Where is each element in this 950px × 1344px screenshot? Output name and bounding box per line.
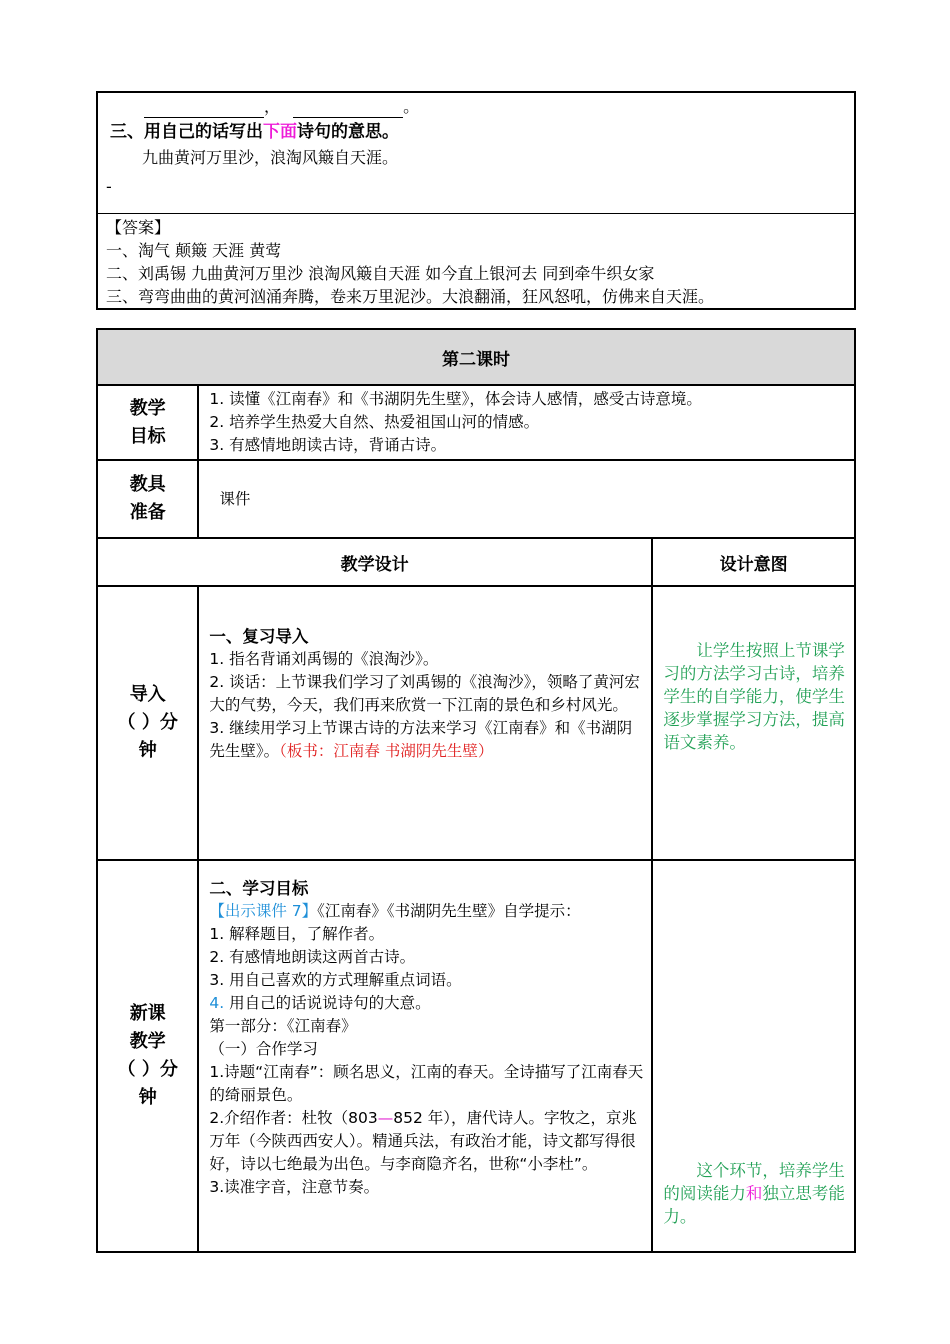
new-intent-and: 和 [745, 1184, 763, 1203]
slide-label: 【出示课件 7】 [209, 902, 318, 920]
blank-end: 。 [403, 97, 420, 116]
question-3-text-b: 诗句的意思。 [297, 122, 399, 142]
task-item: 2. 有感情地朗读这两首古诗。 [209, 948, 416, 966]
answer-blank-2[interactable] [293, 99, 403, 118]
answers-cell [97, 214, 855, 310]
intro-p1: 1. 指名背诵刘禹锡的《浪淘沙》。 [209, 650, 439, 668]
answer-1: 一、淘气 颠簸 天涯 黄莺 [106, 241, 282, 260]
intro-intent [652, 586, 855, 860]
task-item: 3. 用自己喜欢的方式理解重点词语。 [209, 971, 462, 989]
new-intent-a: 这个环节，培养学生 [696, 1161, 845, 1180]
goals-label-text: 教学目标 [129, 397, 166, 447]
coop-item-2-b: 852 年），唐代诗人。字牧之，京兆万年（今陕西西安人）。精通兵法，有政治才能，诗文都写得很好，诗以七绝最为出色。与李商隐齐名，世称“小李杜”。 [209, 1109, 638, 1173]
new-heading: 二、学习目标 [209, 879, 309, 898]
coop-item-1: 1.诗题“江南春”：顾名思义，江南的春天。全诗描写了江南春天的绮丽景色。 [209, 1063, 644, 1104]
new-label-line: （ ）分 [117, 1059, 178, 1080]
blank-line-row [98, 95, 854, 118]
coop-item-2 [209, 1107, 645, 1176]
goals-label [97, 385, 198, 460]
new-label-line: 钟 [138, 1087, 157, 1108]
intro-content [198, 586, 652, 860]
intent-header: 设计意图 [652, 538, 855, 586]
question-3-text-a: 三、用自己的话写出 [110, 122, 263, 142]
answer-blank-1[interactable] [144, 99, 264, 118]
new-intent-b: 的阅读能力 [663, 1184, 746, 1203]
intro-intent-text: 让学生按照上节课学习的方法学习古诗，培养学生的自学能力，使学生逐步掌握学习方法，提高语文素养。 [663, 641, 845, 752]
intro-label-line: （ ）分 [117, 712, 178, 733]
new-content [198, 860, 652, 1252]
exercise-cell [97, 92, 855, 214]
intro-p2: 2. 谈话：上节课我们学习了刘禹锡的《浪淘沙》，领略了黄河宏大的气势，今天，我们再来欣赏一下江南的景色和乡村风光。 [209, 673, 640, 714]
intro-p3 [209, 717, 645, 763]
new-intent-text [663, 1159, 846, 1228]
intro-label-line: 钟 [138, 740, 157, 761]
prep-label [97, 460, 198, 538]
goal-item: 3. 有感情地朗读古诗，背诵古诗。 [209, 436, 447, 454]
new-intent [652, 860, 855, 1252]
new-label [97, 860, 198, 1252]
answers-heading: 【答案】 [106, 218, 171, 237]
new-label-line: 新课 [129, 1003, 166, 1024]
design-header: 教学设计 [97, 538, 652, 586]
task-item: 1. 解释题目，了解作者。 [209, 925, 385, 943]
new-label-line: 教学 [129, 1031, 166, 1052]
prep-value: 课件 [198, 460, 855, 538]
lesson-table [96, 328, 856, 1253]
task-item [209, 992, 645, 1015]
goal-item: 2. 培养学生热爱大自然、热爱祖国山河的情感。 [209, 413, 540, 431]
answer-2: 二、刘禹锡 九曲黄河万里沙 浪淘风簸自天涯 如今直上银河去 同到牵牛织女家 [106, 264, 655, 283]
question-3-poem: 九曲黄河万里沙，浪淘风簸自天涯。 [142, 148, 399, 167]
blank-separator: ， [264, 97, 281, 116]
answer-dash: - [106, 177, 112, 196]
question-3-title [98, 121, 854, 144]
intro-label [97, 586, 198, 860]
prep-label-text: 教具准备 [129, 474, 166, 523]
new-intent-c: 独立思考能力。 [663, 1184, 845, 1226]
board-note: （板书：江南春 书湖阴先生壁） [279, 742, 494, 760]
answer-3: 三、弯弯曲曲的黄河汹涌奔腾，卷来万里泥沙。大浪翻涌，狂风怒吼，仿佛来自天涯。 [106, 287, 715, 306]
coop-item-3: 3.读准字音，注意节奏。 [209, 1178, 380, 1196]
part-1-title: 第一部分：《江南春》 [209, 1017, 357, 1035]
intro-heading: 一、复习导入 [209, 627, 309, 646]
coop-item-2-dash: — [377, 1109, 394, 1127]
goals-cell [198, 385, 855, 460]
task-4-text: 用自己的话说说诗句的大意。 [224, 994, 431, 1012]
exercise-table [96, 91, 856, 310]
lesson-title: 第二课时 [97, 329, 855, 385]
task-4-number: 4. [209, 994, 225, 1012]
coop-title: （一）合作学习 [209, 1040, 318, 1058]
show-slide [209, 900, 645, 923]
slide-text: 《江南春》《书湖阴先生壁》自学提示： [317, 902, 581, 920]
coop-item-2-a: 2.介绍作者：杜牧（803 [209, 1109, 378, 1127]
intro-label-line: 导入 [129, 684, 166, 705]
goal-item: 1. 读懂《江南春》和《书湖阴先生壁》，体会诗人感情，感受古诗意境。 [209, 390, 702, 408]
intro-p3-text: 3. 继续用学习上节课古诗的方法来学习《江南春》和《书湖阴先生壁》。 [209, 719, 633, 760]
question-3-highlight: 下面 [263, 122, 297, 142]
